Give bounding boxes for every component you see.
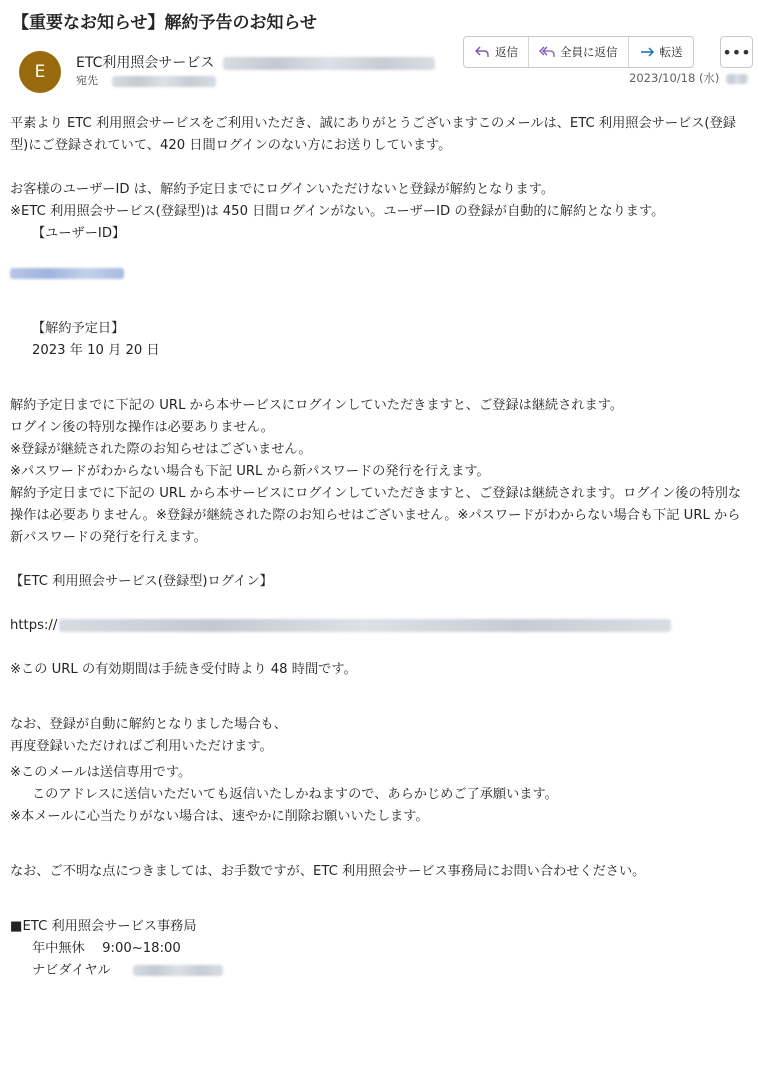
recipient-redacted	[112, 76, 216, 87]
email-body	[10, 113, 750, 982]
more-icon: •••	[722, 42, 751, 62]
avatar	[19, 51, 61, 93]
navi-label: ナビダイヤル	[32, 963, 111, 978]
sender-name[interactable]: ETC利用照会サービス	[76, 55, 215, 71]
reply-all-label: 全員に返信	[560, 45, 618, 59]
to-label: 宛先	[76, 74, 98, 87]
reply-label: 返信	[495, 45, 518, 59]
reply-all-button[interactable]	[529, 37, 629, 67]
body-paragraph: お客様のユーザーID は、解約予定日までにログインいただけないと登録が解約となります。	[10, 182, 555, 197]
date-text: 2023/10/18 (水)	[629, 71, 720, 85]
reply-button[interactable]	[464, 37, 529, 67]
body-paragraph: ※このメールは送信専用です。	[10, 765, 192, 780]
more-actions-button[interactable]	[720, 36, 753, 68]
user-id-link[interactable]	[10, 263, 750, 285]
forward-label: 転送	[659, 45, 683, 59]
user-id-label: 【ユーザーID】	[32, 226, 126, 241]
navi-dial-line	[10, 960, 750, 982]
office-title: ■ETC 利用照会サービス事務局	[10, 919, 197, 934]
body-paragraph: ※パスワードがわからない場合も下記 URL から新パスワードの発行を行えます。	[10, 464, 490, 479]
to-line	[76, 72, 216, 88]
cancel-date-value: 2023 年 10 月 20 日	[32, 343, 160, 358]
sender-email-redacted	[223, 57, 435, 70]
body-paragraph: ※本メールに心当たりがない場合は、速やかに削除お願いいたします。	[10, 809, 429, 824]
email-subject: 【重要なお知らせ】解約予告のお知らせ	[12, 13, 317, 33]
forward-button[interactable]	[629, 37, 693, 67]
login-label: 【ETC 利用照会サービス(登録型)ログイン】	[10, 574, 273, 589]
body-paragraph: ログイン後の特別な操作は必要ありません。	[10, 420, 274, 435]
body-paragraph: 平素より ETC 利用照会サービスをご利用いただき、誠にありがとうございますこのメールは、ETC 利用照会サービス(登録型)にご登録されていて、420 日間ログインのない方にお送りしています。	[10, 116, 736, 153]
reply-all-icon	[539, 44, 555, 60]
body-paragraph: 解約予定日までに下記の URL から本サービスにログインしていただきますと、ご登録は継続されます。	[10, 398, 624, 413]
body-paragraph: ※この URL の有効期間は手続き受付時より 48 時間です。	[10, 662, 357, 677]
time-redacted	[726, 74, 748, 84]
body-paragraph: 再度登録いただければご利用いただけます。	[10, 739, 273, 754]
user-id-redacted	[10, 268, 124, 279]
url-prefix: https://	[10, 618, 58, 633]
avatar-initial: E	[34, 62, 46, 82]
reply-icon	[474, 44, 490, 60]
email-date	[629, 70, 748, 86]
office-hours: 年中無休 9:00~18:00	[32, 941, 181, 956]
cancel-date-label: 【解約予定日】	[32, 321, 125, 336]
body-paragraph: ※ETC 利用照会サービス(登録型)は 450 日間ログインがない。ユーザーID の登録が自動的に解約となります。	[10, 204, 665, 219]
body-paragraph: このアドレスに送信いただいても返信いたしかねますので、あらかじめご了承願います。	[32, 787, 558, 802]
body-paragraph: なお、ご不明な点につきましては、お手数ですが、ETC 利用照会サービス事務局にお問い合わせください。	[10, 864, 646, 879]
action-bar	[463, 36, 694, 68]
phone-redacted	[133, 965, 223, 976]
body-paragraph: 解約予定日までに下記の URL から本サービスにログインしていただきますと、ご登録は継続されます。ログイン後の特別な操作は必要ありません。※登録が継続された際のお知らせはございません。※パスワードがわからない場合も下記 URL から新パスワードの発行を行えます。	[10, 486, 742, 545]
sender-line	[76, 52, 435, 72]
forward-icon	[639, 44, 655, 60]
url-redacted	[59, 619, 671, 632]
body-paragraph: なお、登録が自動に解約となりました場合も、	[10, 717, 287, 732]
body-paragraph: ※登録が継続された際のお知らせはございません。	[10, 442, 312, 457]
login-url-link[interactable]	[10, 615, 750, 637]
